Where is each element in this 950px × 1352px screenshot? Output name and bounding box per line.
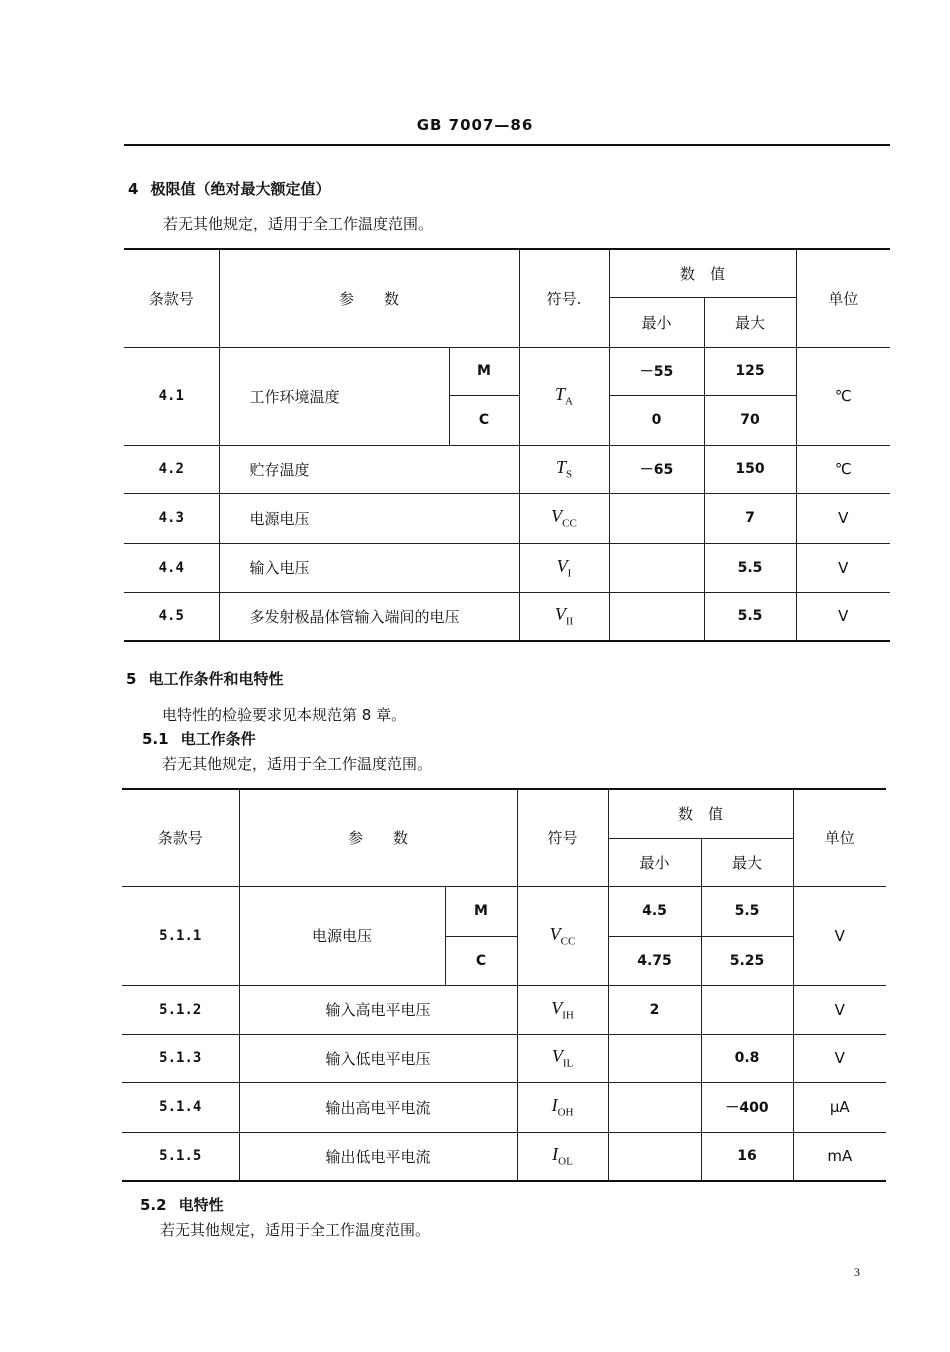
param-cell: 输入低电平电压 [239, 1034, 517, 1082]
max-cell: 16 [701, 1132, 793, 1181]
table-row [124, 445, 890, 493]
param-cell: 电源电压 [219, 493, 519, 543]
table-row [124, 493, 890, 543]
section-4-heading: 4 极限值（绝对最大额定值） [128, 180, 331, 198]
header-min: 最小 [608, 838, 701, 886]
max-cell: 0.8 [701, 1034, 793, 1082]
header-max: 最大 [704, 297, 796, 347]
symbol-cell: $V_{IH}$ [517, 985, 608, 1034]
max-cell: 5.5 [701, 886, 793, 936]
section-5-2-heading: 5.2 电特性 [140, 1196, 224, 1214]
table-row [122, 1082, 886, 1132]
clause-cell: 5.1.3 [122, 1034, 239, 1082]
max-cell: 125 [704, 347, 796, 395]
min-cell [608, 1034, 701, 1082]
clause-cell: 5.1.1 [122, 886, 239, 985]
section-5-heading: 5 电工作条件和电特性 [126, 670, 284, 688]
table-row [124, 347, 890, 395]
header-values: 数 值 [609, 249, 796, 297]
section-5-note: 电特性的检验要求见本规范第 8 章。 [162, 706, 407, 724]
section-5-2-note: 若无其他规定，适用于全工作温度范围。 [160, 1221, 431, 1239]
header-symbol: 符号. [519, 249, 609, 347]
table-row [122, 985, 886, 1034]
min-cell: 2 [608, 985, 701, 1034]
symbol-cell: $V_{CC}$ [517, 886, 608, 985]
header-rule [124, 144, 890, 146]
min-cell: 4.75 [608, 936, 701, 985]
min-cell: －65 [609, 445, 704, 493]
grade-cell: C [449, 395, 519, 445]
unit-cell: V [796, 543, 890, 592]
clause-cell: 4.1 [124, 347, 219, 445]
symbol-cell: $V_{II}$ [519, 592, 609, 641]
min-cell [609, 493, 704, 543]
min-cell: 0 [609, 395, 704, 445]
unit-cell: mA [793, 1132, 886, 1181]
max-cell: 5.5 [704, 592, 796, 641]
header-param: 参 数 [219, 249, 519, 347]
operating-conditions-table [122, 788, 886, 1182]
section-4-note: 若无其他规定，适用于全工作温度范围。 [163, 215, 434, 233]
clause-cell: 5.1.5 [122, 1132, 239, 1181]
unit-cell: V [793, 886, 886, 985]
param-cell: 输入电压 [219, 543, 519, 592]
table-row [122, 1132, 886, 1181]
table-row [122, 1034, 886, 1082]
table-row [124, 592, 890, 641]
min-cell [608, 1132, 701, 1181]
clause-cell: 5.1.2 [122, 985, 239, 1034]
page-number: 3 [854, 1265, 860, 1279]
max-cell: 5.5 [704, 543, 796, 592]
header-param: 参 数 [239, 789, 517, 886]
clause-cell: 4.2 [124, 445, 219, 493]
max-cell: 70 [704, 395, 796, 445]
header-clause: 条款号 [122, 789, 239, 886]
clause-cell: 4.5 [124, 592, 219, 641]
param-cell: 贮存温度 [219, 445, 519, 493]
min-cell [608, 1082, 701, 1132]
header-unit: 单位 [793, 789, 886, 886]
symbol-cell: $T_A$ [519, 347, 609, 445]
param-cell: 电源电压 [239, 886, 445, 985]
clause-cell: 5.1.4 [122, 1082, 239, 1132]
param-cell: 工作环境温度 [219, 347, 449, 445]
table-row [122, 886, 886, 936]
unit-cell: V [793, 985, 886, 1034]
symbol-cell: $V_{IL}$ [517, 1034, 608, 1082]
symbol-cell: $I_{OH}$ [517, 1082, 608, 1132]
grade-cell: C [445, 936, 517, 985]
section-5-title: 电工作条件和电特性 [148, 670, 284, 688]
min-cell [609, 543, 704, 592]
symbol-cell: $I_{OL}$ [517, 1132, 608, 1181]
max-cell: 5.25 [701, 936, 793, 985]
param-cell: 输出低电平电流 [239, 1132, 517, 1181]
unit-cell: ℃ [796, 445, 890, 493]
unit-cell: V [796, 592, 890, 641]
header-min: 最小 [609, 297, 704, 347]
grade-cell: M [449, 347, 519, 395]
header-symbol: 符号 [517, 789, 608, 886]
document-code: GB 7007—86 [416, 116, 534, 134]
clause-cell: 4.3 [124, 493, 219, 543]
table-row [124, 543, 890, 592]
header-clause: 条款号 [124, 249, 219, 347]
max-cell: －400 [701, 1082, 793, 1132]
clause-cell: 4.4 [124, 543, 219, 592]
section-5-1-heading: 5.1 电工作条件 [142, 730, 256, 748]
max-cell [701, 985, 793, 1034]
header-unit: 单位 [796, 249, 890, 347]
unit-cell: μA [793, 1082, 886, 1132]
symbol-cell: $V_I$ [519, 543, 609, 592]
grade-cell: M [445, 886, 517, 936]
symbol-cell: $V_{CC}$ [519, 493, 609, 543]
param-cell: 输入高电平电压 [239, 985, 517, 1034]
section-4-title: 极限值（绝对最大额定值） [150, 180, 331, 198]
symbol-cell: $T_S$ [519, 445, 609, 493]
max-cell: 7 [704, 493, 796, 543]
section-5-2-title: 电特性 [178, 1196, 224, 1214]
section-5-1-title: 电工作条件 [180, 730, 256, 748]
header-max: 最大 [701, 838, 793, 886]
header-values: 数 值 [608, 789, 793, 838]
unit-cell: V [793, 1034, 886, 1082]
param-cell: 多发射极晶体管输入端间的电压 [219, 592, 519, 641]
unit-cell: V [796, 493, 890, 543]
limits-table [124, 248, 890, 642]
unit-cell: ℃ [796, 347, 890, 445]
min-cell: －55 [609, 347, 704, 395]
param-cell: 输出高电平电流 [239, 1082, 517, 1132]
section-5-1-note: 若无其他规定，适用于全工作温度范围。 [162, 755, 433, 773]
min-cell: 4.5 [608, 886, 701, 936]
min-cell [609, 592, 704, 641]
max-cell: 150 [704, 445, 796, 493]
